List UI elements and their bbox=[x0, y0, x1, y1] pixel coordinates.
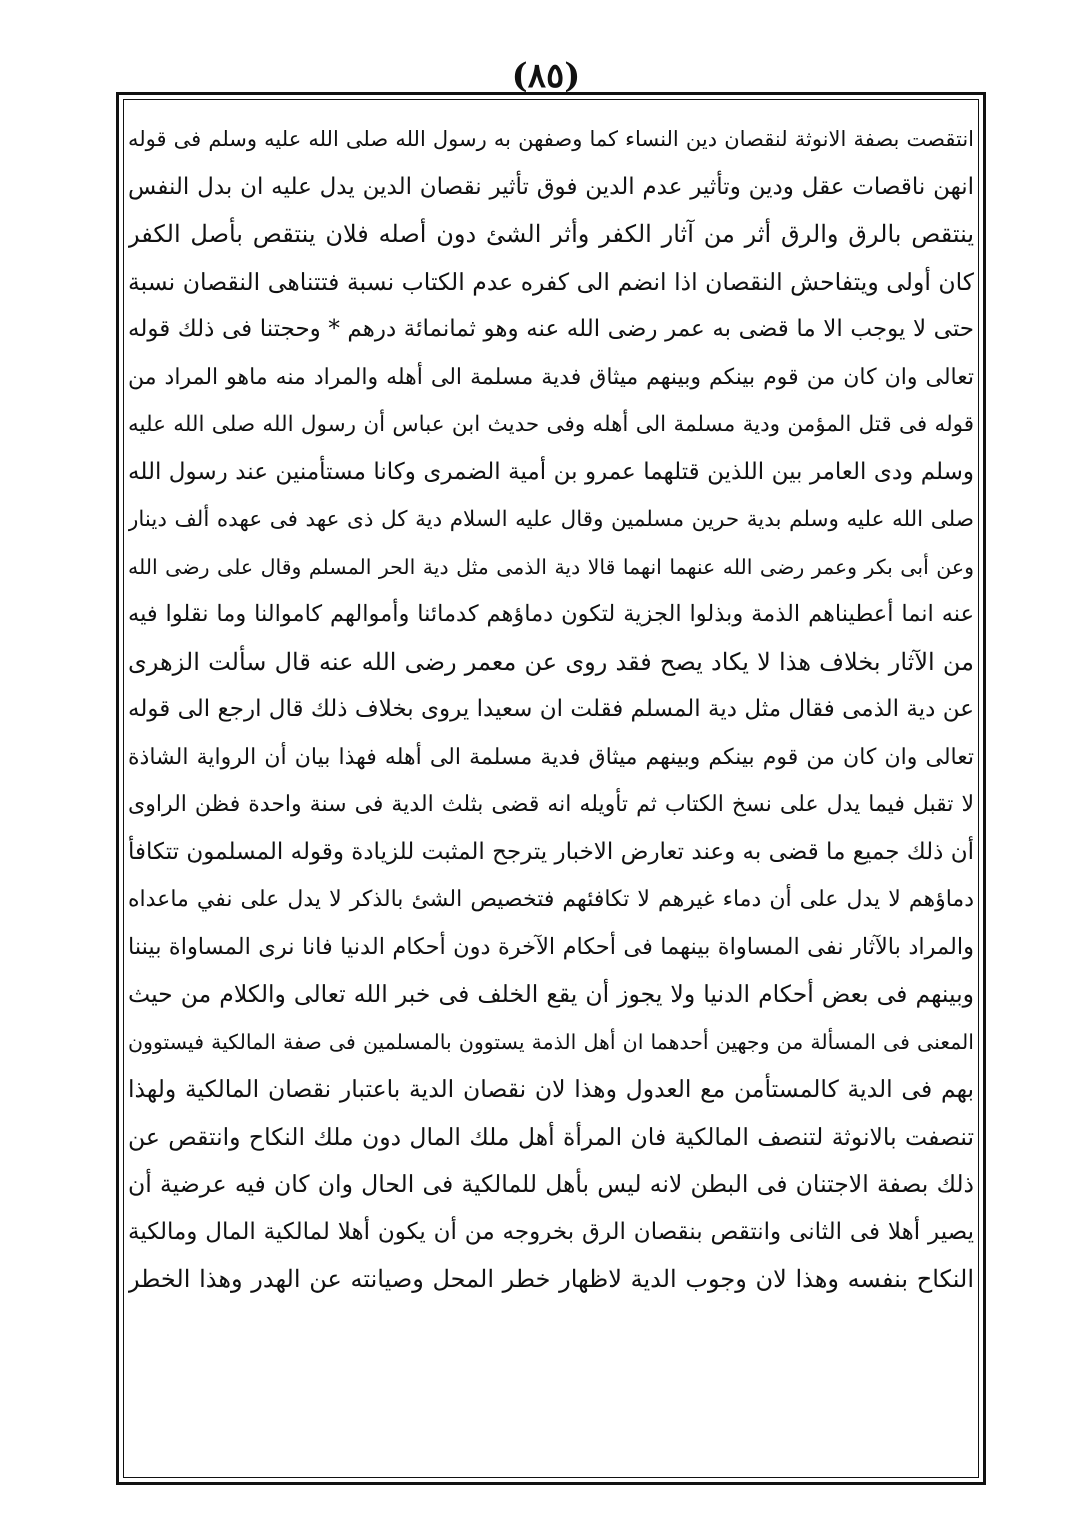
text-line: عن دية الذمى فقال مثل دية المسلم فقلت ان سعيدا يروى بخلاف ذلك قال ارجع الى قوله bbox=[128, 696, 974, 722]
text-line: انتقصت بصفة الانوثة لنقصان دين النساء كما وصفهن به رسول الله صلى الله عليه وسلم فى قوله bbox=[128, 127, 974, 151]
text-line: تعالى وان كان من قوم بينكم وبينهم ميثاق فدية مسلمة الى أهله فهذا بيان أن الرواية الشاذة bbox=[128, 744, 974, 770]
text-line: حتى لا يوجب الا ما قضى به عمر رضى الله عنه وهو ثمانمائة درهم * وحجتنا فى ذلك قوله bbox=[128, 316, 974, 342]
text-line: ينتقص بالرق والرق أثر من آثار الكفر وأثر الشئ دون أصله فلان ينتقص بأصل الكفر bbox=[128, 220, 974, 248]
text-line: قوله فى قتل المؤمن ودية مسلمة الى أهله وفى حديث ابن عباس أن رسول الله صلى الله عليه bbox=[128, 412, 974, 437]
text-line: عنه انما أعطيناهم الذمة وبذلوا الجزية لتكون دماؤهم كدمائنا وأموالهم كاموالنا وما نقلوا فيه bbox=[128, 601, 974, 627]
text-line: بهم فى الدية كالمستأمن مع العدول وهذا لان نقصان الدية باعتبار نقصان المالكية ولهذا bbox=[128, 1075, 974, 1103]
text-line: والمراد بالآثار نفى المساواة بينهما فى أحكام الآخرة دون أحكام الدنيا فانا نرى المساواة بيننا bbox=[128, 933, 974, 960]
text-line: كان أولى ويتفاحش النقصان اذا انضم الى كفره عدم الكتاب نسبة فتتناهى النقصان نسبة bbox=[128, 267, 974, 296]
text-line: يصير أهلا فى الثانى وانتقص بنقصان الرق بخروجه من أن يكون أهلا لمالكية المال ومالكية bbox=[128, 1218, 974, 1245]
text-line: انهن ناقصات عقل ودين وتأثير عدم الدين فوق تأثير نقصان الدين يدل عليه ان بدل النفس bbox=[128, 173, 974, 200]
page-number: (٨٥) bbox=[511, 56, 581, 96]
text-line: لا تقبل فيما يدل على نسخ الكتاب ثم تأويله انه قضى بثلث الدية فى سنة واحدة فظن الراوى bbox=[128, 792, 974, 817]
text-line: وعن أبى بكر وعمر رضى الله عنهما انهما قالا دية الذمى مثل دية الحر المسلم وقال على رضى الله bbox=[128, 554, 974, 579]
text-line: تعالى وان كان من قوم بينكم وبينهم ميثاق فدية مسلمة الى أهله والمراد منه ماهو المراد من bbox=[128, 364, 974, 390]
text-line: النكاح بنفسه وهذا لان وجوب الدية لاظهار خطر المحل وصيانته عن الهدر وهذا الخطر bbox=[128, 1265, 974, 1293]
text-line: وبينهم فى بعض أحكام الدنيا ولا يجوز أن يقع الخلف فى خبر الله تعالى والكلام من حيث bbox=[128, 980, 974, 1008]
text-line: تنصفت بالانوثة لتنصف المالكية فان المرأة أهل ملك المال دون ملك النكاح وانتقص عن bbox=[128, 1122, 974, 1151]
text-line: المعنى فى المسألة من وجهين أحدهما ان أهل الذمة يستوون بالمسلمين فى صفة المالكية فيستوون bbox=[128, 1029, 974, 1054]
text-line: وسلم ودى العامر بين اللذين قتلهما عمرو بن أمية الضمرى وكانا مستأمنين عند رسول الله bbox=[128, 458, 974, 485]
text-line: أن ذلك جميع ما قضى به وعند تعارض الاخبار يترجح المثبت للزيادة وقوله المسلمون تتكافأ bbox=[128, 838, 974, 865]
body-text bbox=[128, 116, 974, 1476]
text-line: صلى الله عليه وسلم بدية حرين مسلمين وقال عليه السلام دية كل ذى عهد فى عهده ألف دينار bbox=[128, 507, 974, 532]
text-line: من الآثار بخلاف هذا لا يكاد يصح فقد روى عن معمر رضى الله عنه قال سألت الزهرى bbox=[128, 647, 974, 676]
text-line: ذلك بصفة الاجتنان فى البطن لانه ليس بأهل للمالكية فى الحال وان كان فيه عرضية أن bbox=[128, 1170, 974, 1198]
text-line: دماؤهم لا يدل على أن دماء غيرهم لا تكافئهم فتخصيص الشئ بالذكر لا يدل على نفي ماعداه bbox=[128, 887, 974, 912]
